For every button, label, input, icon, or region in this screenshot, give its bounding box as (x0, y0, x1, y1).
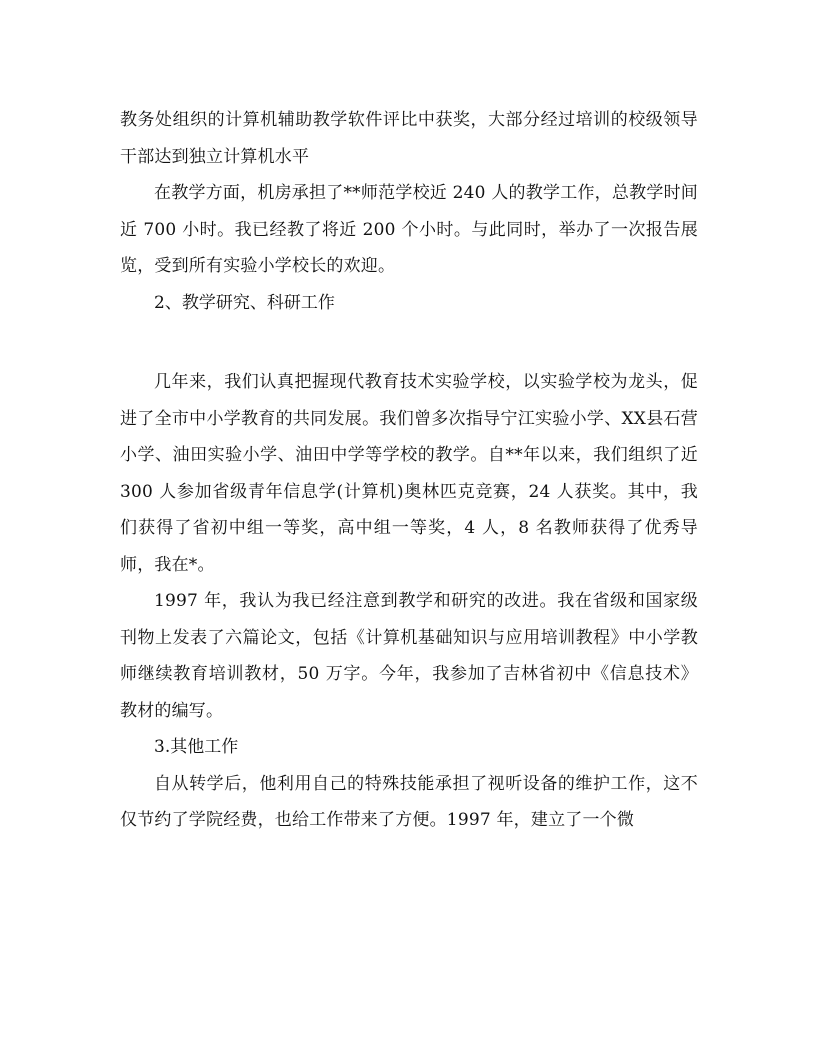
blank-line (120, 321, 698, 364)
document-body (120, 102, 698, 839)
paragraph-maintenance: 自从转学后，他利用自己的特殊技能承担了视听设备的维护工作，这不仅节约了学院经费，也给工作带来了方便。1997 年，建立了一个微 (120, 773, 698, 830)
paragraph-award: 教务处组织的计算机辅助教学软件评比中获奖，大部分经过培训的校级领导干部达到独立计算机水平 (120, 110, 698, 167)
section-heading-research: 2、教学研究、科研工作 (154, 292, 335, 313)
section-heading-other-work: 3.其他工作 (154, 737, 239, 757)
paragraph-publications: 1997 年，我认为我已经注意到教学和研究的改进。我在省级和国家级刊物上发表了六篇论文，包括《计算机基础知识与应用培训教程》中小学教师继续教育培训教材，50 万字。今年，我参加了吉林省初中《信息技术》教材的编写。 (120, 591, 698, 721)
paragraph-experiment-schools: 几年来，我们认真把握现代教育技术实验学校，以实验学校为龙头，促进了全市中小学教育的共同发展。我们曾多次指导宁江实验小学、XX县石营小学、油田实验小学、油田中学等学校的教学。自**年以来，我们组织了近 300 人参加省级青年信息学(计算机)奥林匹克竞赛，24 人获奖。其中，我们获得了省初中组一等奖，高中组一等奖，4 人，8 名教师获得了优秀导师，我在*。 (120, 372, 698, 575)
paragraph-teaching: 在教学方面，机房承担了**师范学校近 240 人的教学工作，总教学时间近 700 小时。我已经教了将近 200 个小时。与此同时，举办了一次报告展览，受到所有实验小学校长的欢迎。 (120, 183, 698, 276)
